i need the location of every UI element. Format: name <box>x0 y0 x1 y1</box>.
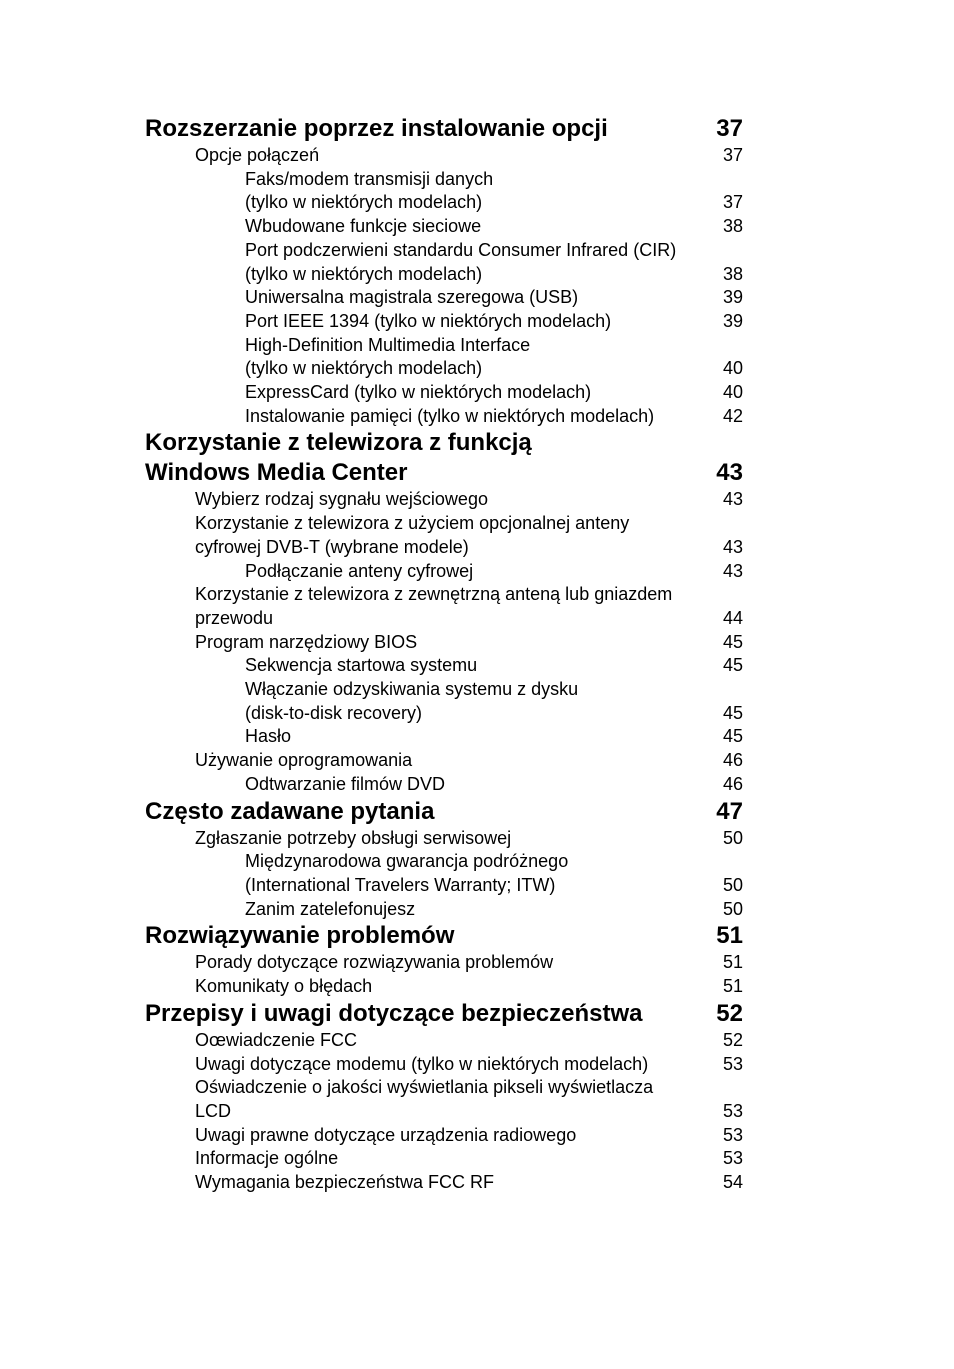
toc-page-number: 53 <box>722 1100 743 1121</box>
toc-chapter-entry[interactable] <box>145 114 743 144</box>
toc-entry-title: Porady dotyczące rozwiązywania problemów <box>195 952 554 973</box>
toc-page-number: 38 <box>722 216 743 237</box>
toc-entry-title: (tylko w niektórych modelach) <box>245 263 483 284</box>
toc-entry-title: Oœwiadczenie FCC <box>195 1029 358 1050</box>
toc-entry-title: Międzynarodowa gwarancja podróżnego <box>245 851 569 872</box>
toc-entry-title: Wybierz rodzaj sygnału wejściowego <box>195 489 488 510</box>
toc-entry-title: przewodu <box>195 607 274 628</box>
toc-section-entry[interactable] <box>145 975 743 999</box>
toc-section-entry[interactable] <box>145 631 743 655</box>
toc-page-number: 53 <box>722 1053 743 1074</box>
toc-entry-title: (disk-to-disk recovery) <box>245 702 423 723</box>
toc-page-number: 45 <box>722 702 743 723</box>
toc-section-entry[interactable] <box>145 898 743 922</box>
toc-entry-title: (tylko w niektórych modelach) <box>245 358 483 379</box>
toc-section-entry[interactable] <box>145 560 743 584</box>
toc-page-number: 43 <box>716 459 743 487</box>
toc-entry-title: Opcje połączeń <box>195 145 320 165</box>
toc-page-number: 53 <box>722 1148 743 1169</box>
toc-page-number: 46 <box>722 773 743 794</box>
toc-page-number: 45 <box>722 655 743 676</box>
toc-page-number: 43 <box>722 560 743 581</box>
toc-page-number: 50 <box>722 827 743 848</box>
toc-section-entry[interactable] <box>145 512 743 559</box>
toc-page-number: 50 <box>722 874 743 895</box>
toc-entry-title: Rozwiązywanie problemów <box>145 922 455 950</box>
toc-section-entry[interactable] <box>145 1171 743 1195</box>
toc-section-entry[interactable] <box>145 334 743 381</box>
toc-page-number: 51 <box>722 976 743 997</box>
toc-section-entry[interactable] <box>145 678 743 725</box>
toc-entry-title: Podłączanie anteny cyfrowej <box>245 560 474 581</box>
toc-section-entry[interactable] <box>145 488 743 512</box>
toc-entry-title: LCD <box>195 1100 232 1121</box>
toc-entry-title: High-Definition Multimedia Interface <box>245 334 531 355</box>
toc-section-entry[interactable] <box>145 850 743 897</box>
toc-page-number: 43 <box>722 536 743 557</box>
toc-entry-title: Hasło <box>245 726 292 747</box>
toc-entry-title: Korzystanie z telewizora z zewnętrzną anteną lub gniazdem <box>195 584 673 605</box>
toc-page-number: 39 <box>722 287 743 308</box>
toc-entry-title: Korzystanie z telewizora z funkcją <box>145 429 532 457</box>
toc-entry-title: Wymagania bezpieczeństwa FCC RF <box>195 1172 494 1193</box>
toc-section-entry[interactable] <box>145 405 743 429</box>
toc-entry-title: Uniwersalna magistrala szeregowa (USB) <box>245 287 579 308</box>
toc-entry-title: (International Travelers Warranty; ITW) <box>245 874 556 895</box>
toc-section-entry[interactable] <box>145 583 743 630</box>
toc-section-entry[interactable] <box>145 239 743 286</box>
toc-page-number: 43 <box>722 489 743 510</box>
toc-section-entry[interactable] <box>145 286 743 310</box>
toc-entry-title: cyfrowej DVB-T (wybrane modele) <box>195 536 469 557</box>
toc-section-entry[interactable] <box>145 773 743 797</box>
toc-entry-title: Komunikaty o błędach <box>195 976 373 997</box>
toc-entry-title: Rozszerzanie poprzez instalowanie opcji <box>145 115 608 142</box>
toc-page-number: 50 <box>722 898 743 919</box>
toc-section-entry[interactable] <box>145 654 743 678</box>
toc-section-entry[interactable] <box>145 725 743 749</box>
toc-section-entry[interactable] <box>145 951 743 975</box>
toc-entry-title: Używanie oprogramowania <box>195 750 413 771</box>
toc-page-number: 37 <box>722 145 743 165</box>
toc-section-entry[interactable] <box>145 1053 743 1077</box>
toc-entry-title: Informacje ogólne <box>195 1148 339 1169</box>
toc-entry-title: Często zadawane pytania <box>145 797 435 825</box>
toc-entry-title: Oświadczenie o jakości wyświetlania pikseli wyświetlacza <box>195 1077 654 1098</box>
toc-page-number: 44 <box>722 607 743 628</box>
toc-section-entry[interactable] <box>145 144 743 168</box>
toc-page-number: 37 <box>722 192 743 213</box>
toc-page-number: 42 <box>722 405 743 426</box>
toc-page-number: 45 <box>722 631 743 652</box>
toc-entry-title: Zgłaszanie potrzeby obsługi serwisowej <box>195 827 512 848</box>
toc-page-number: 53 <box>722 1124 743 1145</box>
toc-section-entry[interactable] <box>145 381 743 405</box>
toc-entry-title: Program narzędziowy BIOS <box>195 631 418 652</box>
toc-entry-title: Instalowanie pamięci (tylko w niektórych modelach) <box>245 405 655 426</box>
toc-section-entry[interactable] <box>145 1029 743 1053</box>
toc-page-number: 47 <box>716 797 743 825</box>
toc-section-entry[interactable] <box>145 215 743 239</box>
toc-entry-title: Port podczerwieni standardu Consumer Infrared (CIR) <box>245 239 677 260</box>
toc-page-number: 52 <box>716 999 743 1027</box>
toc-entry-title: Włączanie odzyskiwania systemu z dysku <box>245 679 579 700</box>
toc-entry-title: (tylko w niektórych modelach) <box>245 192 483 213</box>
toc-section-entry[interactable] <box>145 310 743 334</box>
toc-entry-title: Uwagi prawne dotyczące urządzenia radiowego <box>195 1124 577 1145</box>
toc-chapter-entry[interactable] <box>145 999 743 1029</box>
toc-section-entry[interactable] <box>145 1076 743 1123</box>
toc-page-number: 46 <box>722 750 743 771</box>
toc-page-number: 37 <box>716 115 743 142</box>
toc-entry-title: Port IEEE 1394 (tylko w niektórych modelach) <box>245 310 612 331</box>
toc-section-entry[interactable] <box>145 1147 743 1171</box>
toc-chapter-entry[interactable] <box>145 921 743 951</box>
toc-chapter-entry[interactable] <box>145 428 743 488</box>
toc-entry-title: Wbudowane funkcje sieciowe <box>245 216 482 237</box>
toc-chapter-entry[interactable] <box>145 797 743 827</box>
toc-page-number: 54 <box>722 1172 743 1193</box>
toc-page-number: 45 <box>722 726 743 747</box>
toc-page-number: 40 <box>722 358 743 379</box>
toc-page-number: 52 <box>722 1029 743 1050</box>
toc-entry-title: Faks/modem transmisji danych <box>245 168 494 189</box>
toc-entry-title: Przepisy i uwagi dotyczące bezpieczeństwa <box>145 999 643 1027</box>
toc-entry-title: Odtwarzanie filmów DVD <box>245 773 446 794</box>
toc-entry-title: ExpressCard (tylko w niektórych modelach) <box>245 382 592 403</box>
toc-entry-title: Korzystanie z telewizora z użyciem opcjonalnej anteny <box>195 513 630 534</box>
toc-section-entry[interactable] <box>145 827 743 851</box>
toc-entry-title: Zanim zatelefonujesz <box>245 898 416 919</box>
table-of-contents <box>145 114 743 1195</box>
toc-entry-title: Sekwencja startowa systemu <box>245 655 478 676</box>
toc-section-entry[interactable] <box>145 168 743 215</box>
toc-section-entry[interactable] <box>145 1124 743 1148</box>
toc-page-number: 38 <box>722 263 743 284</box>
toc-page-number: 39 <box>722 310 743 331</box>
toc-page-number: 51 <box>722 952 743 973</box>
toc-page-number: 40 <box>722 382 743 403</box>
toc-section-entry[interactable] <box>145 749 743 773</box>
toc-entry-title: Uwagi dotyczące modemu (tylko w niektórych modelach) <box>195 1053 649 1074</box>
toc-page-number: 51 <box>716 922 743 950</box>
toc-entry-title: Windows Media Center <box>145 459 408 487</box>
